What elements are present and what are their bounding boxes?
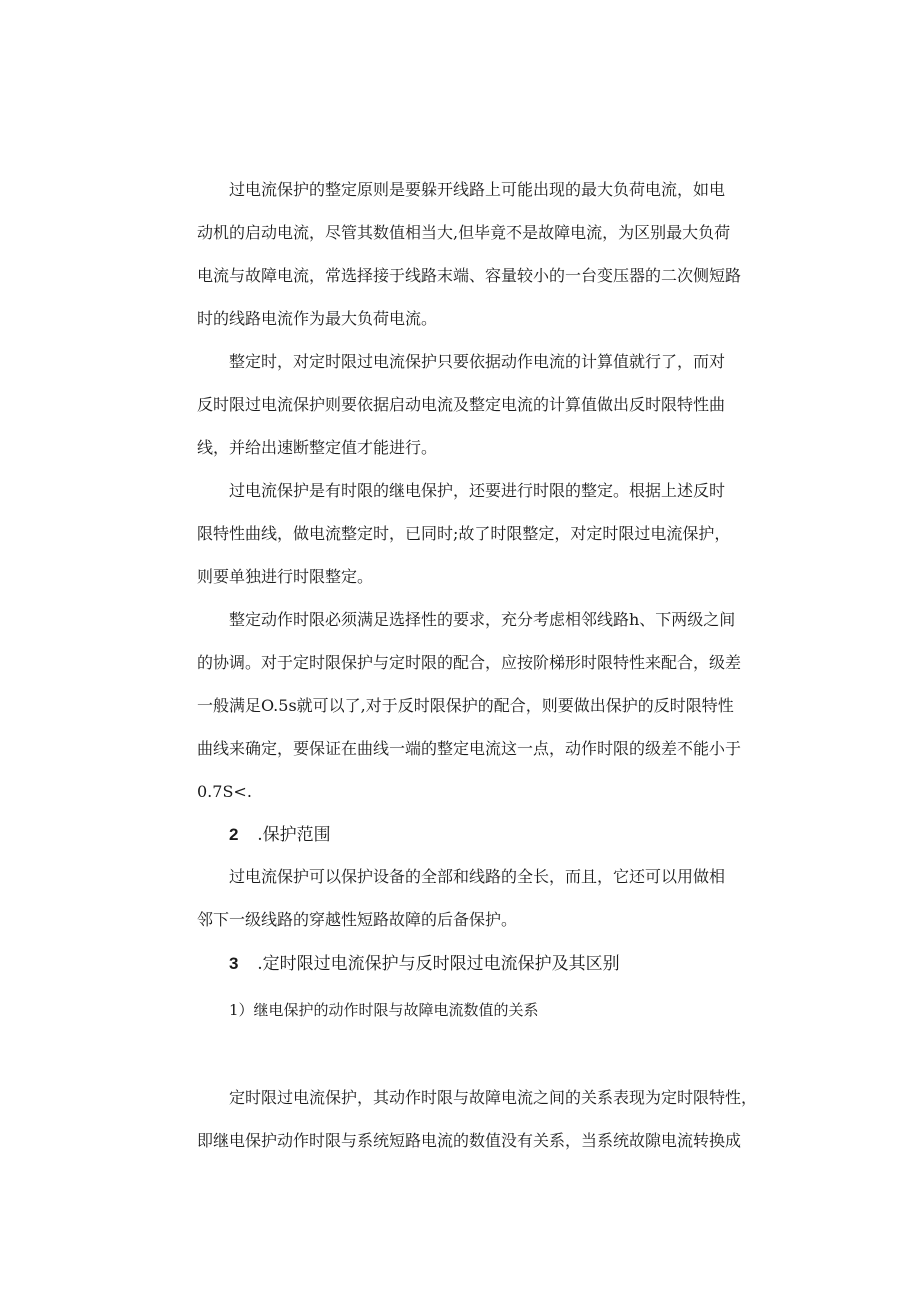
paragraph-3-line-3: 则要单独进行时限整定。: [197, 567, 374, 586]
section-2-line-2: 邻下一级线路的穿越性短路故障的后备保护。: [197, 910, 518, 929]
paragraph-2-line-1: 整定时，对定时限过电流保护只要依据动作电流的计算值就行了，而对: [229, 352, 726, 371]
paragraph-1-line-1: 过电流保护的整定原则是要躲开线路上可能出现的最大负荷电流，如电: [229, 180, 726, 199]
paragraph-4-line-1: 整定动作时限必须满足选择性的要求，充分考虑相邻线路h、下两级之间: [229, 610, 736, 629]
section-3-number: 3: [229, 954, 239, 973]
paragraph-4-line-3: 一般满足O.5s就可以了,对于反时限保护的配合，则要做出保护的反时限特性: [197, 696, 734, 715]
section-3-subheading: 1）继电保护的动作时限与故障电流数值的关系: [229, 1001, 539, 1019]
section-3-line-1: 定时限过电流保护，其动作时限与故障电流之间的关系表现为定时限特性，: [229, 1088, 758, 1107]
section-2-heading: [229, 824, 331, 846]
paragraph-2-line-2: 反时限过电流保护则要依据启动电流及整定电流的计算值做出反时限特性曲: [197, 395, 726, 414]
section-2-number: 2: [229, 825, 239, 844]
paragraph-1-line-3: 电流与故障电流，常选择接于线路末端、容量较小的一台变压器的二次侧短路: [197, 266, 742, 285]
paragraph-1-line-4: 时的线路电流作为最大负荷电流。: [197, 309, 438, 328]
paragraph-3-line-1: 过电流保护是有时限的继电保护，还要进行时限的整定。根据上述反时: [229, 481, 726, 500]
paragraph-1-line-2: 动机的启动电流，尽管其数值相当大,但毕竟不是故障电流，为区别最大负荷: [197, 223, 731, 242]
section-2-title: .保护范围: [257, 825, 331, 845]
paragraph-3-line-2: 限特性曲线，做电流整定时，已同时;故了时限整定，对定时限过电流保护，: [197, 524, 731, 543]
paragraph-4-line-2: 的协调。对于定时限保护与定时限的配合，应按阶梯形时限特性来配合，级差: [197, 653, 742, 672]
paragraph-4-line-5: 0.7S<.: [197, 782, 252, 801]
paragraph-2-line-3: 线，并给出速断整定值才能进行。: [197, 438, 438, 457]
section-3-heading: [229, 953, 620, 975]
section-2-line-1: 过电流保护可以保护设备的全部和线路的全长，而且，它还可以用做相: [229, 867, 726, 886]
section-3-title: .定时限过电流保护与反时限过电流保护及其区别: [257, 954, 620, 974]
section-3-line-2: 即继电保护动作时限与系统短路电流的数值没有关系，当系统故隙电流转换成: [197, 1131, 742, 1150]
paragraph-4-line-4: 曲线来确定，要保证在曲线一端的整定电流这一点，动作时限的级差不能小于: [197, 739, 742, 758]
